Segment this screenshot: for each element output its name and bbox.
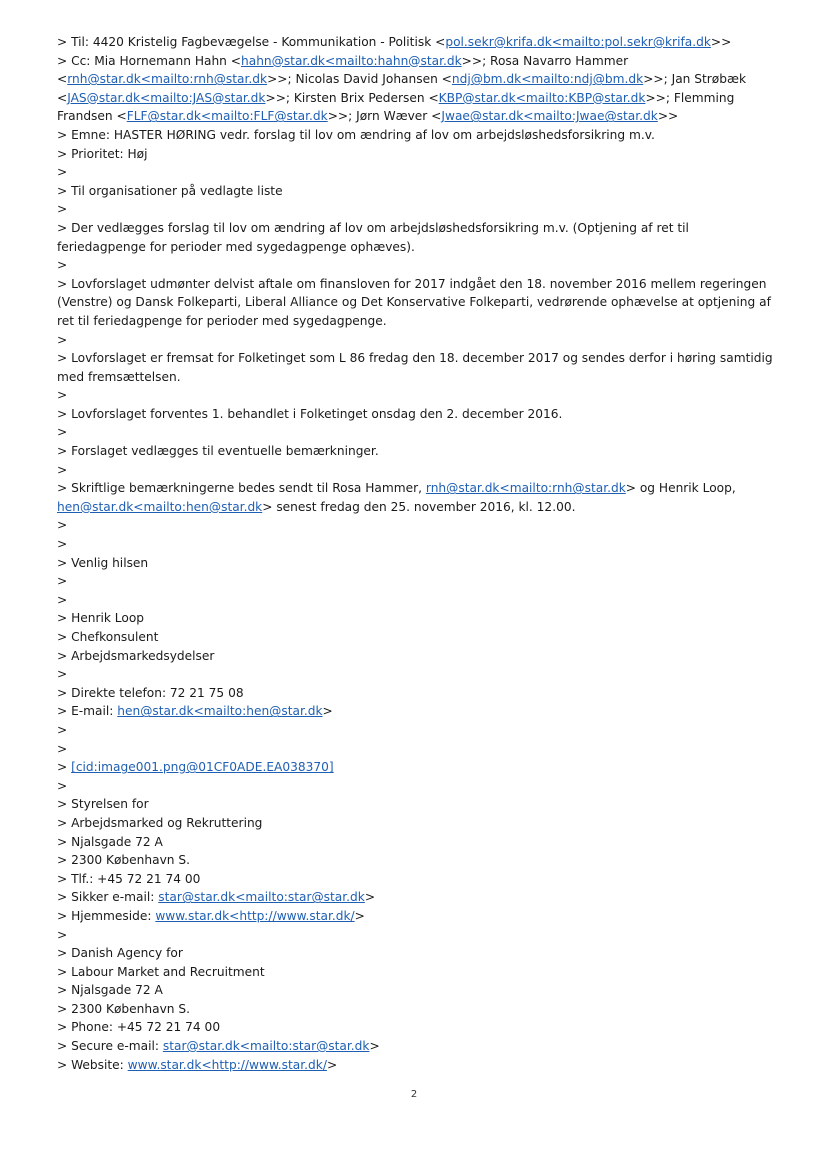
line-text: > 2300 København S.	[57, 1001, 190, 1016]
line-text: > Njalsgade 72 A	[57, 983, 163, 998]
text-line	[57, 89, 777, 108]
line-text: > Lovforslaget udmønter delvist aftale om finansloven for 2017 indgået den 18. november 2016 mellem regeringen	[57, 276, 767, 291]
line-text: > Labour Market and Recruitment	[57, 964, 265, 979]
line-text: >	[326, 1057, 338, 1072]
text-line	[57, 1037, 777, 1056]
line-text: > Njalsgade 72 A	[57, 834, 163, 849]
line-text: >	[364, 890, 376, 905]
text-line	[57, 926, 777, 945]
line-text: (Venstre) og Dansk Folkeparti, Liberal Alliance og Det Konservative Folkeparti, vedrørende ophævelse at optjening af	[57, 295, 771, 310]
text-line	[57, 145, 777, 164]
text-line	[57, 1056, 777, 1075]
line-text: >>; Flemming	[645, 90, 735, 105]
line-text: >	[57, 518, 68, 533]
text-line	[57, 423, 777, 442]
email-link[interactable]: KBP@star.dk<mailto:KBP@star.dk	[438, 90, 646, 105]
text-line	[57, 795, 777, 814]
line-text: >	[57, 778, 68, 793]
line-text: >>; Rosa Navarro Hammer	[461, 53, 629, 68]
text-line	[57, 498, 777, 517]
line-text: >	[57, 667, 68, 682]
line-text: > Arbejdsmarkedsydelser	[57, 648, 215, 663]
email-link[interactable]: FLF@star.dk<mailto:FLF@star.dk	[126, 109, 328, 124]
line-text: ret til feriedagpenge for perioder med sygedagpenge.	[57, 313, 387, 328]
line-text: >	[57, 574, 68, 589]
line-text: > Tlf.: +45 72 21 74 00	[57, 871, 201, 886]
line-text: > Cc: Mia Hornemann Hahn <	[57, 53, 241, 68]
line-text: >	[369, 1039, 380, 1054]
text-line	[57, 275, 777, 294]
text-line	[57, 33, 777, 52]
text-line	[57, 535, 777, 554]
text-line	[57, 833, 777, 852]
email-link[interactable]: ndj@bm.dk<mailto:ndj@bm.dk	[451, 72, 644, 87]
line-text: >	[57, 741, 68, 756]
text-line	[57, 721, 777, 740]
line-text: >>	[657, 109, 679, 124]
text-line	[57, 814, 777, 833]
line-text: > og Henrik Loop,	[625, 481, 736, 496]
line-text: feriedagpenge for perioder med sygedagpenge ophæves).	[57, 239, 415, 254]
line-text: > Hjemmeside:	[57, 908, 156, 923]
text-line	[57, 200, 777, 219]
text-line	[57, 702, 777, 721]
text-line	[57, 758, 777, 777]
text-line	[57, 647, 777, 666]
line-text: > Arbejdsmarked og Rekruttering	[57, 815, 263, 830]
text-line	[57, 944, 777, 963]
text-line	[57, 126, 777, 145]
line-text: > Secure e-mail:	[57, 1039, 163, 1054]
line-text: med fremsættelsen.	[57, 369, 181, 384]
line-text: > Danish Agency for	[57, 946, 183, 961]
line-text: > E-mail:	[57, 704, 118, 719]
line-text: >	[354, 908, 365, 923]
email-link[interactable]: hen@star.dk<mailto:hen@star.dk	[57, 499, 263, 514]
text-line	[57, 907, 777, 926]
line-text: > Venlig hilsen	[57, 555, 149, 570]
line-text: > Lovforslaget er fremsat for Folketinget som L 86 fredag den 18. december 2017 og sendes derfor i høring samtidig	[57, 351, 773, 366]
text-line	[57, 888, 777, 907]
line-text: >	[57, 425, 68, 440]
email-link[interactable]: www.star.dk<http://www.star.dk/	[127, 1057, 327, 1072]
text-line	[57, 1018, 777, 1037]
text-line	[57, 740, 777, 759]
line-text: <	[57, 72, 68, 87]
line-text: > Henrik Loop	[57, 611, 145, 626]
text-line	[57, 70, 777, 89]
line-text: >	[57, 722, 68, 737]
text-line	[57, 219, 777, 238]
email-link[interactable]: www.star.dk<http://www.star.dk/	[155, 908, 355, 923]
line-text: > Direkte telefon: 72 21 75 08	[57, 685, 244, 700]
line-text: >>; Nicolas David Johansen <	[267, 72, 452, 87]
page-number: 2	[410, 1089, 418, 1100]
text-line	[57, 684, 777, 703]
line-text: > Lovforslaget forventes 1. behandlet i Folketinget onsdag den 2. december 2016.	[57, 406, 563, 421]
text-line	[57, 256, 777, 275]
line-text: <	[57, 90, 68, 105]
text-line	[57, 386, 777, 405]
line-text: >	[57, 202, 68, 217]
email-link[interactable]: hahn@star.dk<mailto:hahn@star.dk	[241, 53, 462, 68]
text-line	[57, 981, 777, 1000]
email-link[interactable]: pol.sekr@krifa.dk<mailto:pol.sekr@krifa.dk	[445, 35, 711, 49]
email-link[interactable]: rnh@star.dk<mailto:rnh@star.dk	[67, 72, 268, 87]
email-link[interactable]: star@star.dk<mailto:star@star.dk	[162, 1039, 370, 1054]
text-line	[57, 516, 777, 535]
line-text: > Til: 4420 Kristelig Fagbevægelse - Kommunikation - Politisk <	[57, 35, 446, 49]
text-line	[57, 479, 777, 498]
text-line	[57, 591, 777, 610]
line-text: > Prioritet: Høj	[57, 146, 148, 161]
line-text: > Sikker e-mail:	[57, 890, 159, 905]
line-text: >	[57, 462, 68, 477]
line-text: > 2300 København S.	[57, 853, 190, 868]
line-text: > Der vedlægges forslag til lov om ændring af lov om arbejdsløshedsforsikring m.v. (Optjening af ret til	[57, 220, 689, 235]
email-body	[57, 33, 777, 1074]
text-line	[57, 963, 777, 982]
line-text: >	[57, 760, 72, 775]
email-link[interactable]: star@star.dk<mailto:star@star.dk	[158, 890, 365, 905]
text-line	[57, 554, 777, 573]
line-text: Frandsen <	[57, 109, 127, 124]
line-text: >	[57, 165, 68, 180]
email-link[interactable]: JAS@star.dk<mailto:JAS@star.dk	[67, 90, 266, 105]
text-line	[57, 461, 777, 480]
text-line	[57, 442, 777, 461]
line-text: >>; Kirsten Brix Pedersen <	[265, 90, 439, 105]
text-line	[57, 870, 777, 889]
text-line	[57, 331, 777, 350]
line-text: > Til organisationer på vedlagte liste	[57, 183, 283, 198]
text-line	[57, 52, 777, 71]
text-line	[57, 609, 777, 628]
text-line	[57, 777, 777, 796]
text-line	[57, 182, 777, 201]
line-text: > Forslaget vedlægges til eventuelle bemærkninger.	[57, 444, 379, 459]
line-text: >	[57, 388, 68, 403]
line-text: >	[57, 258, 68, 273]
text-line	[57, 107, 777, 126]
email-link[interactable]: Jwae@star.dk<mailto:Jwae@star.dk	[441, 109, 658, 124]
email-link[interactable]: [cid:image001.png@01CF0ADE.EA038370]	[71, 760, 334, 775]
text-line	[57, 312, 777, 331]
line-text: > Chefkonsulent	[57, 630, 159, 644]
line-text: > Emne: HASTER HØRING vedr. forslag til lov om ændring af lov om arbejdsløshedsforsikring m.v.	[57, 127, 655, 142]
line-text: >	[57, 592, 68, 607]
text-line	[57, 349, 777, 368]
line-text: >	[57, 332, 68, 347]
line-text: > Phone: +45 72 21 74 00	[57, 1020, 221, 1035]
line-text: >>; Jørn Wæver <	[327, 109, 442, 124]
line-text: > Styrelsen for	[57, 797, 149, 812]
text-line	[57, 851, 777, 870]
line-text: > Skriftlige bemærkningerne bedes sendt til Rosa Hammer,	[57, 481, 426, 496]
email-link[interactable]: rnh@star.dk<mailto:rnh@star.dk	[425, 481, 626, 496]
text-line	[57, 665, 777, 684]
line-text: >	[322, 704, 333, 719]
email-link[interactable]: hen@star.dk<mailto:hen@star.dk	[117, 704, 323, 719]
line-text: >	[57, 537, 68, 552]
text-line	[57, 293, 777, 312]
text-line	[57, 628, 777, 647]
text-line	[57, 238, 777, 257]
line-text: >	[57, 927, 68, 942]
text-line	[57, 163, 777, 182]
line-text: >>	[710, 35, 732, 49]
line-text: > senest fredag den 25. november 2016, kl. 12.00.	[262, 499, 576, 514]
text-line	[57, 572, 777, 591]
line-text: >>; Jan Strøbæk	[643, 72, 747, 87]
text-line	[57, 405, 777, 424]
text-line	[57, 1000, 777, 1019]
text-line	[57, 368, 777, 387]
line-text: > Website:	[57, 1057, 128, 1072]
